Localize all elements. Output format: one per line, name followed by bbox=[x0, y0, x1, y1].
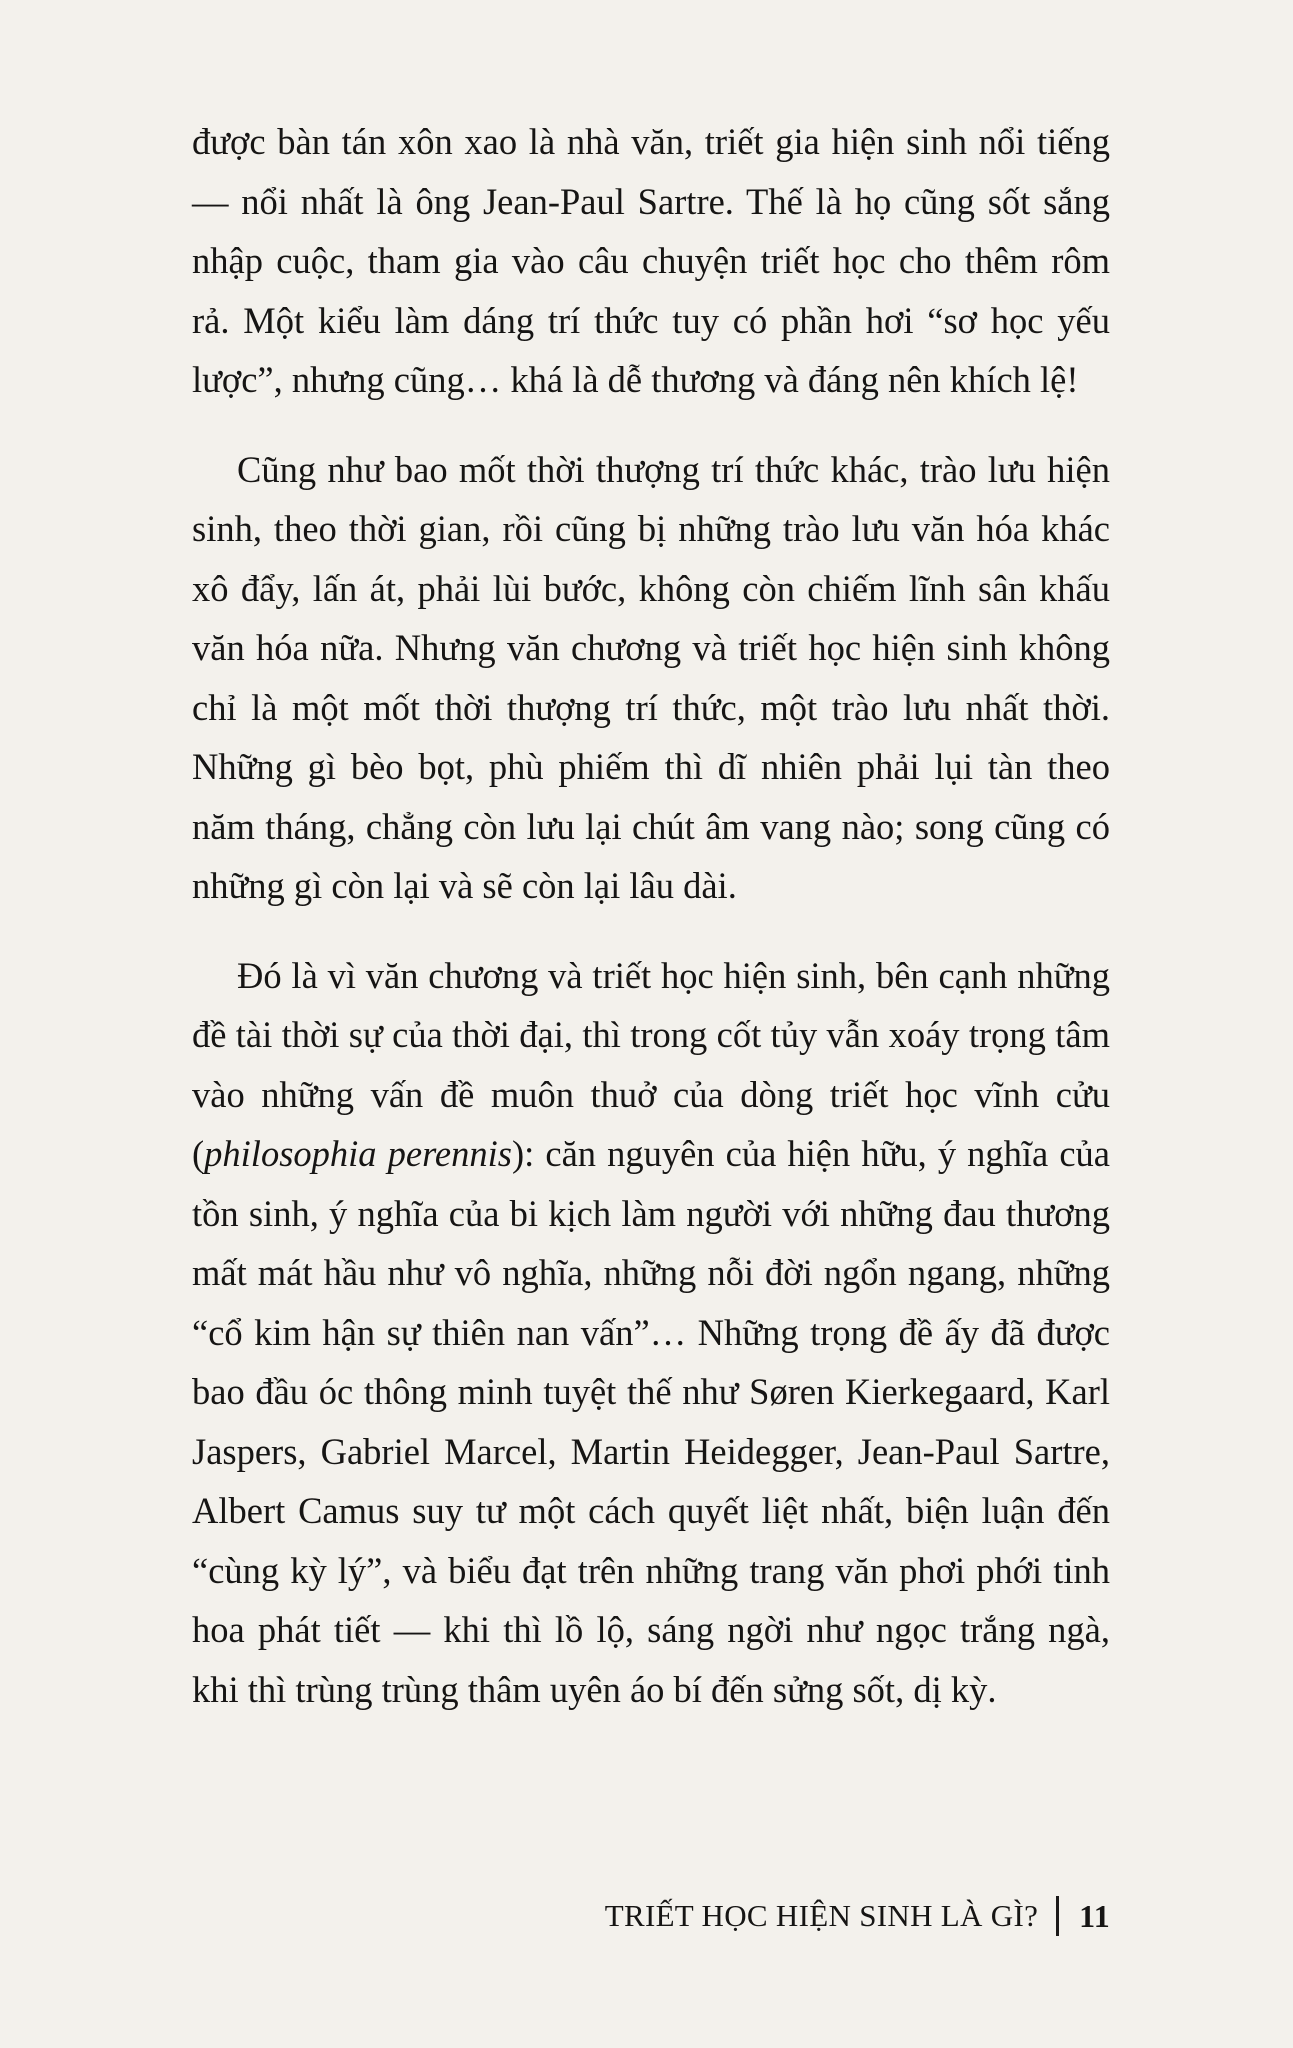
paragraph-2-text: Cũng như bao mốt thời thượng trí thức khác, trào lưu hiện sinh, theo thời gian, rồi cũng bị những trào lưu văn hóa khác xô đẩy, lấn át, phải lùi bước, không còn chiếm lĩnh sân khấu văn hóa nữa. Nhưng văn chương và triết học hiện sinh không chỉ là một mốt thời thượng trí thức, một trào lưu nhất thời. Những gì bèo bọt, phù phiếm thì dĩ nhiên phải lụi tàn theo năm tháng, chẳng còn lưu lại chút âm vang nào; song cũng có những gì còn lại và sẽ còn lại lâu dài. bbox=[192, 448, 1110, 906]
footer-divider bbox=[1056, 1896, 1059, 1936]
paragraph-1-text: được bàn tán xôn xao là nhà văn, triết gia hiện sinh nổi tiếng — nổi nhất là ông Jean-Paul Sartre. Thế là họ cũng sốt sắng nhập cuộc, tham gia vào câu chuyện triết học cho thêm rôm rả. Một kiểu làm dáng trí thức tuy có phần hơi “sơ học yếu lược”, nhưng cũng… khá là dễ thương và đáng nên khích lệ! bbox=[192, 121, 1110, 400]
paragraph-3 bbox=[192, 946, 1110, 1720]
page-number: 11 bbox=[1079, 1897, 1110, 1934]
paragraph-3-text-b: ): căn nguyên của hiện hữu, ý nghĩa của tồn sinh, ý nghĩa của bi kịch làm người với những đau thương mất mát hầu như vô nghĩa, những nỗi đời ngổn ngang, những “cổ kim hận sự thiên nan vấn”… Những trọng đề ấy đã được bao đầu óc thông minh tuyệt thế như Søren Kierkegaard, Karl Jaspers, Gabriel Marcel, Martin Heidegger, Jean-Paul Sartre, Albert Camus suy tư một cách quyết liệt nhất, biện luận đến “cùng kỳ lý”, và biểu đạt trên những trang văn phơi phới tinh hoa phát tiết — khi thì lồ lộ, sáng ngời như ngọc trắng ngà, khi thì trùng trùng thâm uyên áo bí đến sửng sốt, dị kỳ. bbox=[192, 1133, 1110, 1710]
body-text bbox=[192, 112, 1110, 1719]
paragraph-3-italic-term: philosophia perennis bbox=[204, 1133, 512, 1174]
running-title: TRIẾT HỌC HIỆN SINH LÀ GÌ? bbox=[604, 1898, 1039, 1933]
page-footer bbox=[605, 1896, 1110, 1936]
paragraph-3-text-a: Đó là vì văn chương và triết học hiện sinh, bên cạnh những đề tài thời sự của thời đại, thì trong cốt tủy vẫn xoáy trọng tâm vào những vấn đề muôn thuở của dòng triết học vĩnh cửu ( bbox=[192, 954, 1110, 1174]
paragraph-1 bbox=[192, 112, 1110, 410]
paragraph-2 bbox=[192, 440, 1110, 916]
